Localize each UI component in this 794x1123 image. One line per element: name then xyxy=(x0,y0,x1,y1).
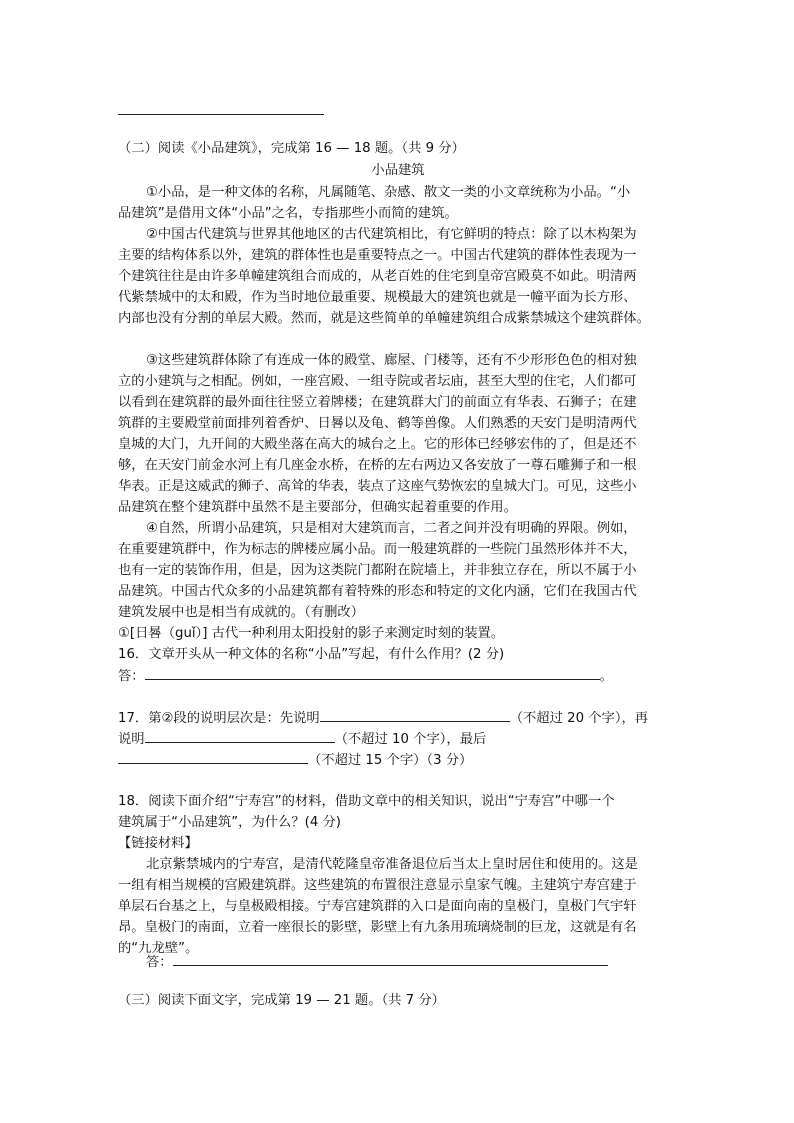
paragraph-1-line: 品建筑”是借用文体“小品”之名，专指那些小而简的建筑。 xyxy=(118,206,458,221)
paragraph-3-line: 以看到在建筑群的最外面往往竖立着牌楼；在建筑群大门的前面立有华表、石狮子；在建 xyxy=(118,395,637,410)
answer-label: 答： xyxy=(118,669,145,684)
answer-18-row xyxy=(146,951,608,973)
paragraph-4-line: 品建筑。中国古代众多的小品建筑都有着特殊的形态和特定的文化内涵，它们在我国古代 xyxy=(118,584,637,599)
answer-17-blank-3[interactable] xyxy=(118,749,308,764)
link-material-line: 北京紫禁城内的宁寿宫，是清代乾隆皇帝准备退位后当太上皇时居住和使用的。这是 xyxy=(146,857,638,872)
answer-label: 答： xyxy=(146,955,173,970)
link-material-line: 的“九龙壁”。 xyxy=(118,941,199,956)
paragraph-3-line: 立的小建筑与之相配。例如，一座宫殿、一组寺院或者坛庙，甚至大型的住宅，人们都可 xyxy=(118,374,637,389)
answer-18-blank[interactable] xyxy=(173,951,608,966)
question-17-text: （不超过 15 个字）（3 分） xyxy=(308,753,473,768)
section-3-header: （三）阅读下面文字，完成第 19 — 21 题。（共 7 分） xyxy=(118,993,445,1008)
paragraph-3-line: 华表。正是这威武的狮子、高耸的华表，装点了这座气势恢宏的皇城大门。可见，这些小 xyxy=(118,479,637,494)
answer-period: 。 xyxy=(599,669,613,684)
paragraph-4-line: 建筑发展中也是相当有成就的。（有删改） xyxy=(118,605,364,620)
answer-16-blank[interactable] xyxy=(145,665,600,680)
link-material-line: 昂。皇极门的南面，立着一座很长的影壁，影壁上有九条用琉璃烧制的巨龙，这就是有名 xyxy=(118,920,637,935)
paragraph-2-line: 代紫禁城中的太和殿，作为当时地位最重要、规模最大的建筑也就是一幢平面为长方形、 xyxy=(118,290,637,305)
link-material-title: 【链接材料】 xyxy=(118,836,198,851)
article-title: 小品建筑 xyxy=(371,163,425,178)
question-18-line: 建筑属于“小品建筑”，为什么？(4 分) xyxy=(118,815,341,830)
footnote: ①[日晷（guǐ）] 古代一种利用太阳投射的影子来测定时刻的装置。 xyxy=(118,626,505,641)
top-divider xyxy=(118,114,324,115)
question-17-text: 17．第②段的说明层次是：先说明 xyxy=(118,711,320,726)
answer-16-row xyxy=(118,665,613,687)
answer-17-blank-2[interactable] xyxy=(145,728,335,743)
paragraph-1-line: ①小品，是一种文体的名称，凡属随笔、杂感、散文一类的小文章统称为小品。“小 xyxy=(146,185,631,200)
paragraph-4-line: 也有一定的装饰作用，但是，因为这类院门都附在院墙上，并非独立存在，所以不属于小 xyxy=(118,563,637,578)
paragraph-3-line: 筑群的主要殿堂前面排列着香炉、日晷以及龟、鹤等兽像。人们熟悉的天安门是明清两代 xyxy=(118,416,637,431)
paragraph-2-line: 主要的结构体系以外，建筑的群体性也是重要特点之一。中国古代建筑的群体性表现为一 xyxy=(118,248,637,263)
paragraph-3-line: ③这些建筑群体除了有连成一体的殿堂、廊屋、门楼等，还有不少形形色色的相对独 xyxy=(146,353,637,368)
paragraph-2-line: 个建筑往往是由许多单幢建筑组合而成的，从老百姓的住宅到皇帝宫殿莫不如此。明清两 xyxy=(118,269,637,284)
paragraph-3-line: 够，在天安门前金水河上有几座金水桥，在桥的左右两边又各安放了一尊石雕狮子和一根 xyxy=(118,458,637,473)
question-17-row-3 xyxy=(118,749,472,771)
paragraph-3-line: 品建筑在整个建筑群中虽然不是主要部分，但确实起着重要的作用。 xyxy=(118,500,517,515)
question-17-text: （不超过 10 个字），最后 xyxy=(334,732,487,747)
paragraph-4-line: 在重要建筑群中，作为标志的牌楼应属小品。而一般建筑群的一些院门虽然形体并不大， xyxy=(118,542,637,557)
paragraph-2-line: 内部也没有分割的单层大殿。然而，就是这些简单的单幢建筑组合成紫禁城这个建筑群体。 xyxy=(118,311,650,326)
paragraph-4-line: ④自然，所谓小品建筑，只是相对大建筑而言，二者之间并没有明确的界限。例如， xyxy=(146,521,637,536)
question-16: 16．文章开头从一种文体的名称“小品”写起，有什么作用？(2 分) xyxy=(118,647,505,662)
link-material-line: 一组有相当规模的宫殿建筑群。这些建筑的布置很注意显示皇家气魄。主建筑宁寿宫建于 xyxy=(118,878,637,893)
question-18-line: 18．阅读下面介绍“宁寿宫”的材料，借助文章中的相关知识，说出“宁寿宫”中哪一个 xyxy=(118,794,615,809)
link-material-line: 单层石台基之上，与皇极殿相接。宁寿宫建筑群的入口是面向南的皇极门，皇极门气宇轩 xyxy=(118,899,637,914)
question-17-text: 说明 xyxy=(118,732,145,747)
paragraph-3-line: 皇城的大门，九开间的大殿坐落在高大的城台之上。它的形体已经够宏伟的了，但是还不 xyxy=(118,437,637,452)
section-header: （二）阅读《小品建筑》，完成第 16 — 18 题。（共 9 分） xyxy=(118,141,465,156)
paragraph-2-line: ②中国古代建筑与世界其他地区的古代建筑相比，有它鲜明的特点：除了以木构架为 xyxy=(146,227,637,242)
question-17-text: （不超过 20 个字），再 xyxy=(509,711,649,726)
question-17-row-1 xyxy=(118,707,648,729)
answer-17-blank-1[interactable] xyxy=(320,707,510,722)
question-17-row-2 xyxy=(118,728,486,750)
